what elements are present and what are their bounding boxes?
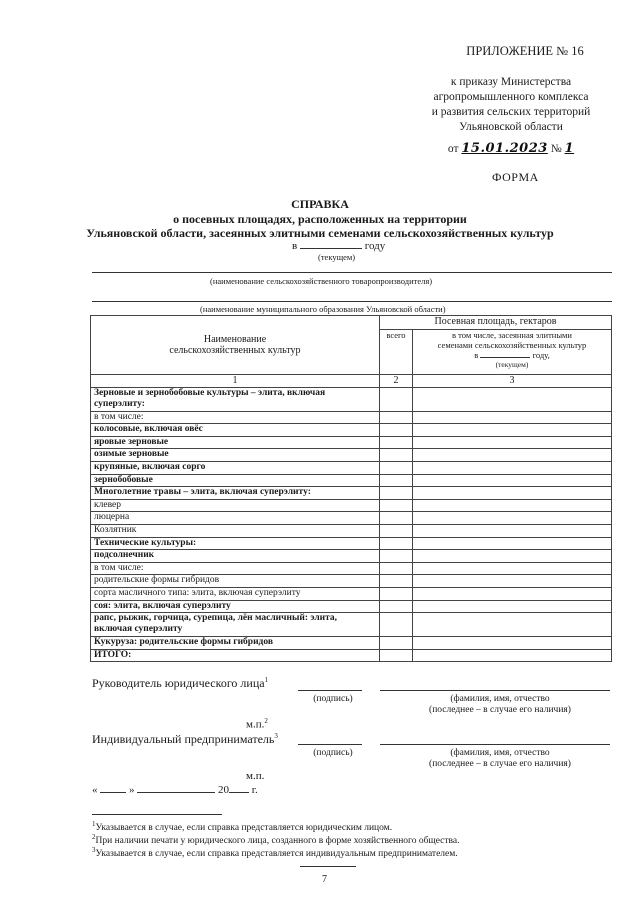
producer-hint: (наименование сельскохозяйственного товаропроизводителя) bbox=[210, 276, 433, 286]
crop-area-table bbox=[90, 315, 612, 662]
quote-close: » bbox=[129, 784, 135, 796]
elite-header bbox=[413, 330, 612, 375]
crop-name-cell: зернобобовые bbox=[91, 474, 380, 487]
handwritten-date: 15.01.2023 bbox=[461, 141, 548, 156]
order-line: к приказу Министерства bbox=[450, 76, 572, 88]
footnote-ref: 3 bbox=[274, 732, 278, 740]
elite-area-cell[interactable] bbox=[413, 587, 612, 600]
table-row bbox=[91, 524, 612, 537]
table-row bbox=[91, 575, 612, 588]
footnote-text: При наличии печати у юридического лица, созданного в форме хозяйственного общества. bbox=[95, 836, 460, 847]
order-line: агропромышленного комплекса bbox=[433, 91, 589, 103]
crop-name-cell: Козлятник bbox=[91, 524, 380, 537]
total-area-cell[interactable] bbox=[380, 499, 413, 512]
elite-area-cell[interactable] bbox=[413, 649, 612, 662]
elite-year-hint: (текущем) bbox=[495, 360, 529, 370]
crop-header-line: сельскохозяйственных культур bbox=[169, 345, 301, 356]
crop-header-line: Наименование bbox=[203, 334, 267, 345]
elite-area-cell[interactable] bbox=[413, 637, 612, 650]
year-prefix: в bbox=[292, 240, 298, 252]
footnote-ref: 2 bbox=[264, 717, 268, 725]
crop-name-cell: ИТОГО: bbox=[91, 649, 380, 662]
bottom-divider bbox=[300, 866, 356, 867]
elite-year-suffix: году, bbox=[532, 350, 550, 361]
elite-header-line: семенами сельскохозяйственных культур bbox=[437, 340, 587, 351]
total-area-cell[interactable] bbox=[380, 449, 413, 462]
year-suffix-g: г. bbox=[251, 784, 258, 796]
name-hint-2: (последнее – в случае его наличия) bbox=[429, 705, 571, 715]
footnote-ref: 1 bbox=[92, 820, 96, 828]
stamp2-label: м.п. bbox=[246, 770, 265, 782]
table-row bbox=[91, 512, 612, 525]
footnote-3 bbox=[92, 844, 458, 861]
entrepreneur-name-line[interactable] bbox=[380, 744, 610, 745]
table-row bbox=[91, 499, 612, 512]
entrepreneur-signature-line[interactable] bbox=[298, 744, 362, 745]
crop-name-cell: яровые зерновые bbox=[91, 436, 380, 449]
elite-area-cell[interactable] bbox=[413, 575, 612, 588]
order-line: Ульяновской области bbox=[459, 121, 563, 133]
col-number: 2 bbox=[380, 375, 413, 388]
quote-open: « bbox=[92, 784, 98, 796]
number-prefix: № bbox=[550, 143, 562, 155]
year-line bbox=[292, 240, 385, 252]
total-area-cell[interactable] bbox=[380, 587, 413, 600]
elite-area-cell[interactable] bbox=[413, 613, 612, 637]
legal-signature-line[interactable] bbox=[298, 690, 362, 691]
crop-name-cell: колосовые, включая овёс bbox=[91, 424, 380, 437]
total-area-cell[interactable] bbox=[380, 649, 413, 662]
table-row bbox=[91, 424, 612, 437]
date-field bbox=[92, 784, 258, 796]
year-hint: (текущем) bbox=[318, 252, 356, 262]
footnote-text: Указывается в случае, если справка представляется юридическим лицом. bbox=[95, 823, 393, 834]
legal-head-text: Руководитель юридического лица bbox=[92, 676, 265, 690]
year-blank[interactable] bbox=[300, 248, 362, 249]
document-title: СПРАВКА bbox=[291, 197, 349, 211]
total-area-cell[interactable] bbox=[380, 600, 413, 613]
table-row bbox=[91, 562, 612, 575]
col-number: 3 bbox=[413, 375, 612, 388]
signature-hint: (подпись) bbox=[313, 748, 353, 758]
handwritten-number: 1 bbox=[564, 141, 575, 156]
total-area-cell[interactable] bbox=[380, 524, 413, 537]
total-area-cell[interactable] bbox=[380, 512, 413, 525]
crop-rows bbox=[91, 387, 612, 662]
elite-area-cell[interactable] bbox=[413, 449, 612, 462]
stamp-label bbox=[246, 717, 268, 731]
municipality-hint: (наименование муниципального образования Ульяновской области) bbox=[200, 304, 446, 314]
footnote-text: Указывается в случае, если справка представляется индивидуальным предпринимателем. bbox=[95, 849, 458, 860]
legal-name-line[interactable] bbox=[380, 690, 610, 691]
table-row bbox=[91, 436, 612, 449]
date-prefix: от bbox=[447, 143, 459, 155]
name-hint: (фамилия, имя, отчество bbox=[450, 694, 550, 704]
elite-area-cell[interactable] bbox=[413, 461, 612, 474]
producer-field-line[interactable] bbox=[92, 272, 612, 273]
elite-area-cell[interactable] bbox=[413, 524, 612, 537]
elite-area-cell[interactable] bbox=[413, 424, 612, 437]
crop-name-cell: в том числе: bbox=[91, 562, 380, 575]
table-row bbox=[91, 550, 612, 563]
year-suffix: году bbox=[364, 240, 386, 252]
elite-area-cell[interactable] bbox=[413, 387, 612, 411]
table-row bbox=[91, 537, 612, 550]
crop-name-cell: клевер bbox=[91, 499, 380, 512]
elite-area-cell[interactable] bbox=[413, 562, 612, 575]
crop-name-cell: люцерна bbox=[91, 512, 380, 525]
legal-head-label bbox=[92, 676, 268, 691]
elite-area-cell[interactable] bbox=[413, 487, 612, 500]
order-line: и развития сельских территорий bbox=[431, 106, 591, 118]
document-subtitle: о посевных площадях, расположенных на территории bbox=[173, 212, 467, 226]
footnote-ref: 2 bbox=[92, 833, 96, 841]
name-hint: (фамилия, имя, отчество bbox=[450, 748, 550, 758]
col-number: 1 bbox=[91, 375, 380, 388]
document-subtitle-2: Ульяновской области, засеянных элитными семенами сельскохозяйственных культур bbox=[86, 226, 554, 240]
footnote-divider bbox=[92, 814, 222, 815]
table-row bbox=[91, 449, 612, 462]
elite-header-line: в том числе, засеянная элитными bbox=[452, 330, 572, 341]
crop-name-cell: родительские формы гибридов bbox=[91, 575, 380, 588]
table-row bbox=[91, 649, 612, 662]
year-blank-2[interactable] bbox=[229, 792, 249, 793]
appendix-label: ПРИЛОЖЕНИЕ № 16 bbox=[466, 44, 584, 58]
total-area-cell[interactable] bbox=[380, 537, 413, 550]
crop-name-cell: в том числе: bbox=[91, 411, 380, 424]
crop-name-cell: Кукуруза: родительские формы гибридов bbox=[91, 637, 380, 650]
table-row bbox=[91, 613, 612, 637]
footnote-ref: 3 bbox=[92, 846, 96, 854]
table-row bbox=[91, 411, 612, 424]
elite-area-cell[interactable] bbox=[413, 600, 612, 613]
total-header: всего bbox=[380, 330, 413, 375]
order-reference-block bbox=[404, 44, 618, 157]
table-row bbox=[91, 487, 612, 500]
entrepreneur-text: Индивидуальный предприниматель bbox=[92, 732, 275, 746]
table-row bbox=[91, 474, 612, 487]
crop-name-cell: Технические культуры: bbox=[91, 537, 380, 550]
entrepreneur-label bbox=[92, 732, 278, 747]
table-row bbox=[91, 387, 612, 411]
total-area-cell[interactable] bbox=[380, 487, 413, 500]
signature-hint: (подпись) bbox=[313, 694, 353, 704]
order-date-line bbox=[404, 141, 618, 157]
crop-name-cell: соя: элита, включая суперэлиту bbox=[91, 600, 380, 613]
total-area-cell[interactable] bbox=[380, 562, 413, 575]
table-row bbox=[91, 600, 612, 613]
elite-year-prefix: в bbox=[474, 350, 479, 361]
crop-name-cell: крупяные, включая сорго bbox=[91, 461, 380, 474]
elite-header-year bbox=[416, 350, 608, 360]
total-area-cell[interactable] bbox=[380, 637, 413, 650]
elite-area-cell[interactable] bbox=[413, 411, 612, 424]
form-label: ФОРМА bbox=[492, 170, 539, 184]
elite-area-cell[interactable] bbox=[413, 512, 612, 525]
crop-name-cell: озимые зерновые bbox=[91, 449, 380, 462]
page-number: 7 bbox=[322, 874, 327, 885]
column-number-row bbox=[91, 375, 612, 388]
crop-name-cell: подсолнечник bbox=[91, 550, 380, 563]
total-area-cell[interactable] bbox=[380, 575, 413, 588]
area-header: Посевная площадь, гектаров bbox=[380, 316, 612, 330]
elite-area-cell[interactable] bbox=[413, 436, 612, 449]
elite-area-cell[interactable] bbox=[413, 550, 612, 563]
crop-name-cell: рапс, рыжик, горчица, сурепица, лён масличный: элита, включая суперэлиту bbox=[91, 613, 380, 637]
total-area-cell[interactable] bbox=[380, 436, 413, 449]
total-area-cell[interactable] bbox=[380, 424, 413, 437]
month-blank[interactable] bbox=[137, 792, 215, 793]
crop-name-cell: сорта масличного типа: элита, включая суперэлиту bbox=[91, 587, 380, 600]
table-row bbox=[91, 587, 612, 600]
crop-name-cell: Многолетние травы – элита, включая суперэлиту: bbox=[91, 487, 380, 500]
table-header-row bbox=[91, 316, 612, 330]
total-area-cell[interactable] bbox=[380, 550, 413, 563]
crop-name-cell: Зерновые и зернобобовые культуры – элита, включая суперэлиту: bbox=[91, 387, 380, 411]
total-area-cell[interactable] bbox=[380, 474, 413, 487]
municipality-field-line[interactable] bbox=[92, 301, 612, 302]
total-area-cell[interactable] bbox=[380, 613, 413, 637]
total-area-cell[interactable] bbox=[380, 411, 413, 424]
year-prefix-20: 20 bbox=[218, 784, 229, 796]
crop-name-header bbox=[91, 316, 380, 375]
stamp-text: м.п. bbox=[246, 718, 265, 731]
total-area-cell[interactable] bbox=[380, 461, 413, 474]
day-blank[interactable] bbox=[100, 792, 126, 793]
elite-area-cell[interactable] bbox=[413, 499, 612, 512]
elite-area-cell[interactable] bbox=[413, 537, 612, 550]
name-hint-2: (последнее – в случае его наличия) bbox=[429, 759, 571, 769]
table-row bbox=[91, 461, 612, 474]
elite-year-blank[interactable] bbox=[480, 357, 530, 358]
total-area-cell[interactable] bbox=[380, 387, 413, 411]
elite-area-cell[interactable] bbox=[413, 474, 612, 487]
table-row bbox=[91, 637, 612, 650]
footnote-ref: 1 bbox=[264, 676, 269, 684]
